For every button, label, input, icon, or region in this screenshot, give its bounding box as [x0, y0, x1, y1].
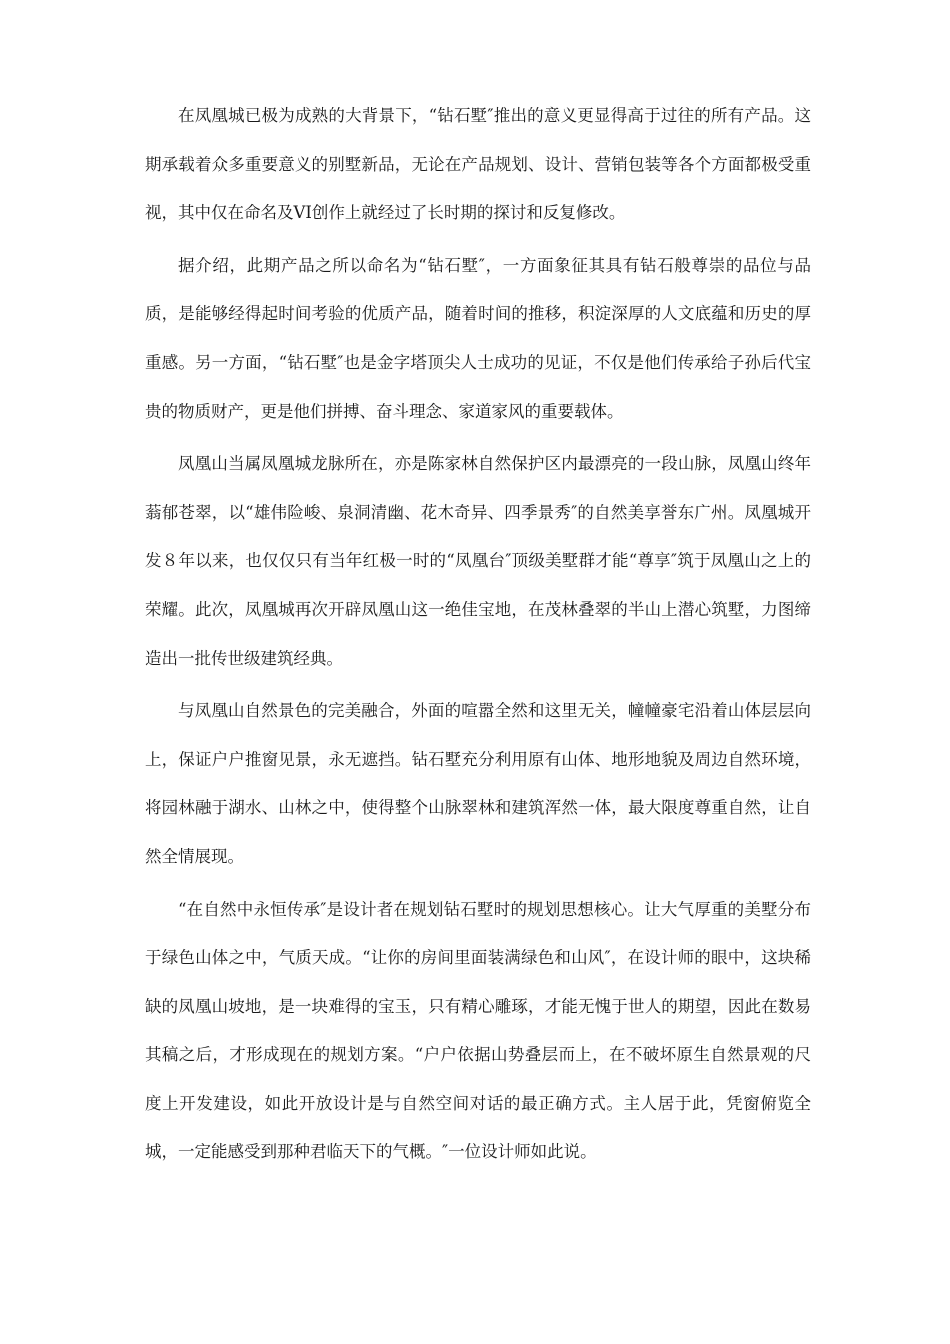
paragraph-5: “在自然中永恒传承″是设计者在规划钻石墅时的规划思想核心。让大气厚重的美墅分布于绿色山体之中，气质天成。“让你的房间里面装满绿色和山风″，在设计师的眼中，这块稀缺的凤凰山坡地，是一块难得的宝玉，只有精心雕琢，才能无愧于世人的期望，因此在数易其稿之后，才形成现在的规划方案。“户户依据山势叠层而上，在不破坏原生自然景观的尺度上开发建设，如此开放设计是与自然空间对话的最正确方式。主人居于此，凭窗俯览全城，一定能感受到那种君临天下的气概。″一位设计师如此说。 [145, 899, 811, 1162]
paragraph-1: 在凤凰城已极为成熟的大背景下，“钻石墅″推出的意义更显得高于过往的所有产品。这期承载着众多重要意义的别墅新品，无论在产品规划、设计、营销包装等各个方面都极受重视，其中仅在命名及VI创作上就经过了长时期的探讨和反复修改。 [145, 106, 811, 223]
paragraph-3: 凤凰山当属凤凰城龙脉所在，亦是陈家林自然保护区内最漂亮的一段山脉，凤凰山终年蓊郁苍翠，以“雄伟险峻、泉洞清幽、花木奇异、四季景秀″的自然美享誉东广州。凤凰城开发８年以来，也仅仅只有当年红极一时的“凤凰台″顶级美墅群才能“尊享″筑于凤凰山之上的荣耀。此次，凤凰城再次开辟凤凰山这一绝佳宝地，在茂林叠翠的半山上潜心筑墅，力图缔造出一批传世级建筑经典。 [145, 454, 811, 668]
paragraph-2: 据介绍，此期产品之所以命名为“钻石墅″，一方面象征其具有钻石般尊崇的品位与品质，是能够经得起时间考验的优质产品，随着时间的推移，积淀深厚的人文底蕴和历史的厚重感。另一方面，“钻石墅″也是金字塔顶尖人士成功的见证，不仅是他们传承给子孙后代宝贵的物质财产，更是他们拼搏、奋斗理念、家道家风的重要载体。 [145, 255, 811, 421]
article-body [145, 92, 811, 1181]
paragraph-4: 与凤凰山自然景色的完美融合，外面的喧嚣全然和这里无关，幢幢豪宅沿着山体层层向上，保证户户推窗见景，永无遮挡。钻石墅充分利用原有山体、地形地貌及周边自然环境，将园林融于湖水、山林之中，使得整个山脉翠林和建筑浑然一体，最大限度尊重自然，让自然全情展现。 [145, 701, 811, 866]
